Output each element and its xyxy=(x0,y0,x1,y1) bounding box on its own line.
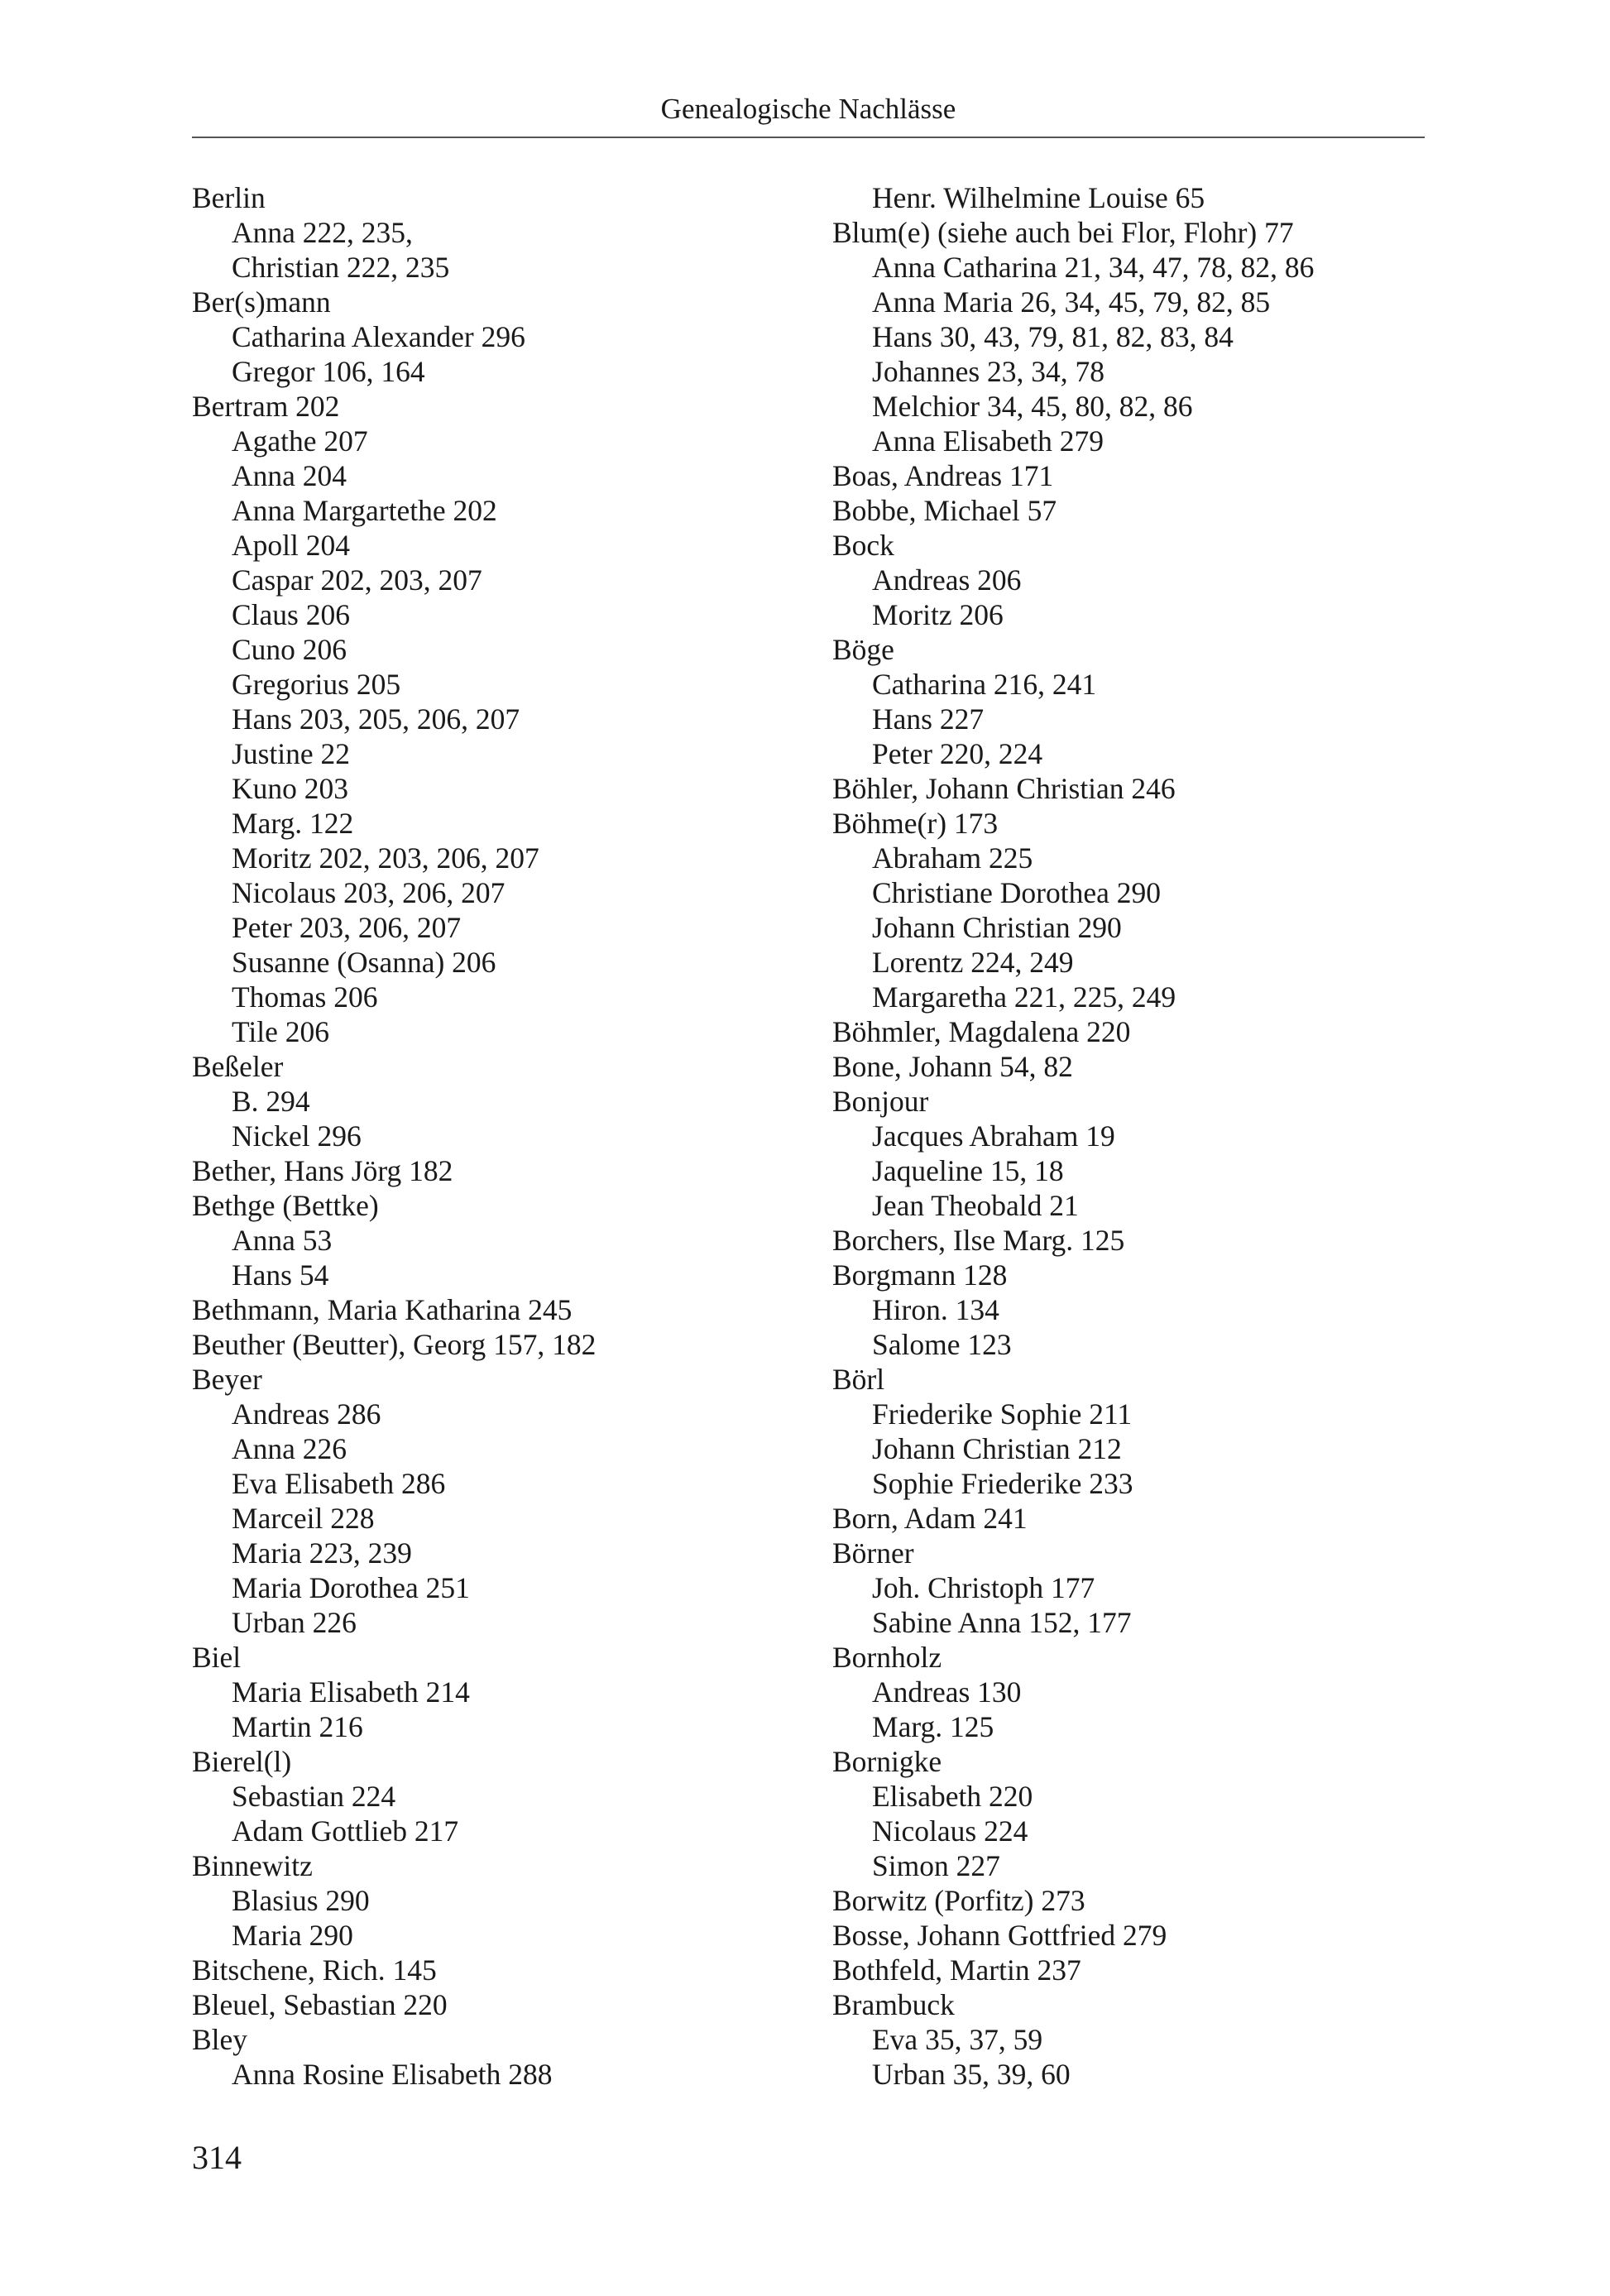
index-subentry: Thomas 206 xyxy=(232,980,378,1014)
index-entry: Boas, Andreas 171 xyxy=(832,459,1054,492)
index-subentry: Hiron. 134 xyxy=(872,1293,999,1326)
index-subentry: Johann Christian 212 xyxy=(872,1432,1122,1465)
index-entry: Beyer xyxy=(192,1363,262,1396)
index-subentry: Catharina Alexander 296 xyxy=(232,320,525,353)
index-entry: Beuther (Beutter), Georg 157, 182 xyxy=(192,1328,597,1361)
index-subentry: B. 294 xyxy=(232,1085,310,1118)
index-entry: Beßeler xyxy=(192,1050,284,1083)
index-subentry: Jean Theobald 21 xyxy=(872,1189,1079,1222)
index-entry: Bobbe, Michael 57 xyxy=(832,494,1057,527)
index-subentry: Hans 30, 43, 79, 81, 82, 83, 84 xyxy=(872,320,1234,353)
index-subentry: Gregorius 205 xyxy=(232,668,401,701)
index-subentry: Simon 227 xyxy=(872,1849,1000,1882)
index-subentry: Moritz 206 xyxy=(872,598,1004,631)
index-entry: Böhme(r) 173 xyxy=(832,807,999,840)
index-subentry: Claus 206 xyxy=(232,598,350,631)
index-subentry: Urban 226 xyxy=(232,1606,357,1639)
index-subentry: Christian 222, 235 xyxy=(232,251,450,284)
index-entry: Ber(s)mann xyxy=(192,285,331,319)
index-entry: Börner xyxy=(832,1536,914,1570)
index-entry: Bornigke xyxy=(832,1745,942,1778)
index-entry: Bleuel, Sebastian 220 xyxy=(192,1988,448,2021)
index-entry: Bertram 202 xyxy=(192,390,340,423)
index-subentry: Melchior 34, 45, 80, 82, 86 xyxy=(872,390,1193,423)
index-entry: Bley xyxy=(192,2023,248,2056)
index-subentry: Martin 216 xyxy=(232,1710,363,1743)
index-entry: Born, Adam 241 xyxy=(832,1502,1028,1535)
index-subentry: Johannes 23, 34, 78 xyxy=(872,355,1105,388)
index-entry: Blum(e) (siehe auch bei Flor, Flohr) 77 xyxy=(832,216,1294,249)
index-subentry: Andreas 206 xyxy=(872,563,1022,597)
index-subentry: Anna Maria 26, 34, 45, 79, 82, 85 xyxy=(872,285,1271,319)
index-subentry: Johann Christian 290 xyxy=(872,911,1122,944)
index-subentry: Eva 35, 37, 59 xyxy=(872,2023,1043,2056)
index-entry: Böhler, Johann Christian 246 xyxy=(832,772,1176,805)
index-subentry: Anna Elisabeth 279 xyxy=(872,424,1104,458)
index-subentry: Anna 204 xyxy=(232,459,347,492)
index-subentry: Kuno 203 xyxy=(232,772,349,805)
index-subentry: Blasius 290 xyxy=(232,1884,370,1917)
index-subentry: Hans 203, 205, 206, 207 xyxy=(232,702,520,736)
index-subentry: Margaretha 221, 225, 249 xyxy=(872,980,1176,1014)
index-subentry: Maria 223, 239 xyxy=(232,1536,412,1570)
index-subentry: Jacques Abraham 19 xyxy=(872,1119,1115,1153)
index-subentry: Nicolaus 203, 206, 207 xyxy=(232,876,506,909)
index-subentry: Moritz 202, 203, 206, 207 xyxy=(232,841,539,875)
index-subentry: Nicolaus 224 xyxy=(872,1814,1028,1848)
index-subentry: Maria 290 xyxy=(232,1919,353,1952)
index-subentry: Eva Elisabeth 286 xyxy=(232,1467,446,1500)
index-entry: Bether, Hans Jörg 182 xyxy=(192,1154,453,1187)
running-header: Genealogische Nachlässe xyxy=(660,93,956,125)
index-subentry: Salome 123 xyxy=(872,1328,1012,1361)
index-entry: Böhmler, Magdalena 220 xyxy=(832,1015,1131,1048)
header-rule xyxy=(192,137,1425,138)
index-subentry: Christiane Dorothea 290 xyxy=(872,876,1162,909)
index-entry: Bosse, Johann Gottfried 279 xyxy=(832,1919,1167,1952)
index-subentry: Anna Catharina 21, 34, 47, 78, 82, 86 xyxy=(872,251,1315,284)
index-entry: Borchers, Ilse Marg. 125 xyxy=(832,1224,1125,1257)
index-subentry: Marceil 228 xyxy=(232,1502,375,1535)
index-subentry: Marg. 125 xyxy=(872,1710,994,1743)
index-entry: Bone, Johann 54, 82 xyxy=(832,1050,1073,1083)
index-subentry: Anna 53 xyxy=(232,1224,333,1257)
index-entry: Bock xyxy=(832,529,894,562)
index-subentry: Caspar 202, 203, 207 xyxy=(232,563,482,597)
index-entry: Biel xyxy=(192,1641,242,1674)
index-subentry: Andreas 130 xyxy=(872,1675,1022,1709)
index-subentry: Apoll 204 xyxy=(232,529,350,562)
index-entry: Borgmann 128 xyxy=(832,1258,1008,1292)
index-subentry: Cuno 206 xyxy=(232,633,347,666)
index-subentry: Adam Gottlieb 217 xyxy=(232,1814,459,1848)
index-subentry: Justine 22 xyxy=(232,737,350,770)
index-subentry: Henr. Wilhelmine Louise 65 xyxy=(872,181,1205,214)
index-subentry: Anna Margartethe 202 xyxy=(232,494,497,527)
index-subentry: Elisabeth 220 xyxy=(872,1780,1033,1813)
index-subentry: Anna 226 xyxy=(232,1432,347,1465)
index-entry: Bethmann, Maria Katharina 245 xyxy=(192,1293,573,1326)
index-entry: Bothfeld, Martin 237 xyxy=(832,1953,1081,1987)
index-entry: Binnewitz xyxy=(192,1849,313,1882)
index-subentry: Lorentz 224, 249 xyxy=(872,946,1074,979)
index-entry: Bitschene, Rich. 145 xyxy=(192,1953,437,1987)
index-entry: Bethge (Bettke) xyxy=(192,1189,379,1222)
index-subentry: Joh. Christoph 177 xyxy=(872,1571,1095,1604)
index-subentry: Friederike Sophie 211 xyxy=(872,1397,1133,1431)
index-subentry: Sebastian 224 xyxy=(232,1780,396,1813)
index-subentry: Gregor 106, 164 xyxy=(232,355,425,388)
index-subentry: Sophie Friederike 233 xyxy=(872,1467,1133,1500)
index-subentry: Agathe 207 xyxy=(232,424,368,458)
index-entry: Borwitz (Porfitz) 273 xyxy=(832,1884,1085,1917)
index-entry: Bornholz xyxy=(832,1641,942,1674)
index-subentry: Anna 222, 235, xyxy=(232,216,413,249)
index-subentry: Hans 54 xyxy=(232,1258,329,1292)
index-subentry: Abraham 225 xyxy=(872,841,1033,875)
index-entry: Brambuck xyxy=(832,1988,955,2021)
index-entry: Börl xyxy=(832,1363,885,1396)
index-column-right xyxy=(832,180,1425,2092)
index-subentry: Marg. 122 xyxy=(232,807,354,840)
index-subentry: Peter 220, 224 xyxy=(872,737,1043,770)
index-subentry: Peter 203, 206, 207 xyxy=(232,911,462,944)
index-subentry: Nickel 296 xyxy=(232,1119,362,1153)
index-subentry: Sabine Anna 152, 177 xyxy=(872,1606,1132,1639)
index-entry: Böge xyxy=(832,633,894,666)
index-subentry: Maria Dorothea 251 xyxy=(232,1571,470,1604)
index-subentry: Hans 227 xyxy=(872,702,985,736)
index-entry: Berlin xyxy=(192,181,266,214)
index-subentry: Susanne (Osanna) 206 xyxy=(232,946,496,979)
index-subentry: Jaqueline 15, 18 xyxy=(872,1154,1064,1187)
index-subentry: Tile 206 xyxy=(232,1015,330,1048)
index-subentry: Urban 35, 39, 60 xyxy=(872,2058,1071,2091)
index-subentry: Catharina 216, 241 xyxy=(872,668,1097,701)
index-column-left xyxy=(192,180,837,2092)
index-entry: Bonjour xyxy=(832,1085,929,1118)
index-subentry: Anna Rosine Elisabeth 288 xyxy=(232,2058,553,2091)
index-entry: Bierel(l) xyxy=(192,1745,292,1778)
index-subentry: Maria Elisabeth 214 xyxy=(232,1675,470,1709)
index-subentry: Andreas 286 xyxy=(232,1397,381,1431)
page-number: 314 xyxy=(192,2139,242,2176)
